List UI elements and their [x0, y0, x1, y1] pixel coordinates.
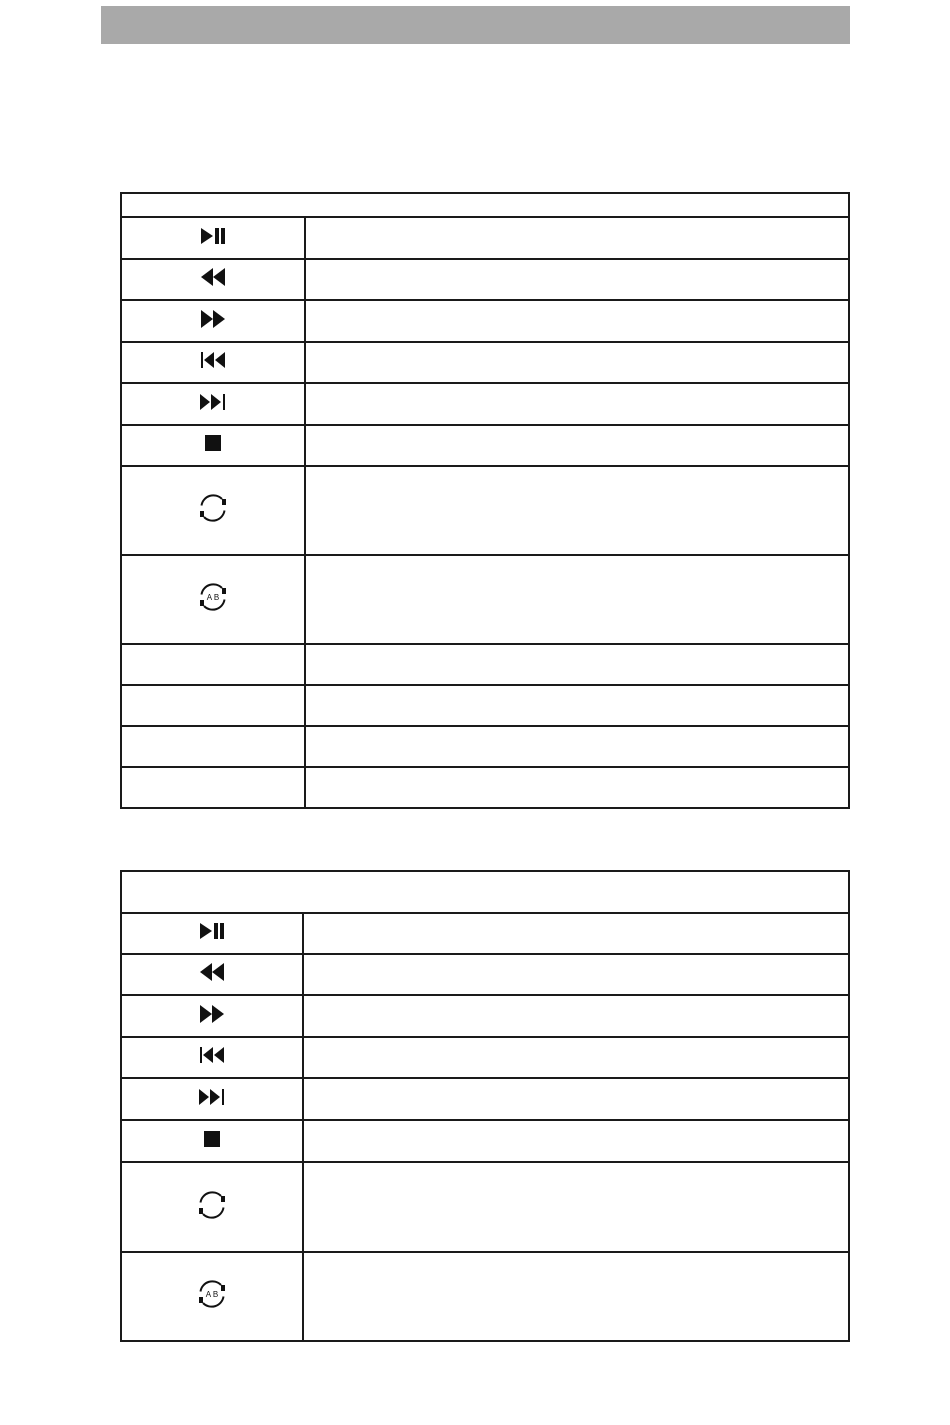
- table-row: [121, 259, 849, 300]
- controls-table-2: [120, 870, 850, 1342]
- row-description: [305, 726, 849, 767]
- play-pause-icon: [198, 922, 226, 940]
- stop-icon: [205, 435, 221, 451]
- row-description: [303, 913, 849, 954]
- table-row: [121, 1078, 849, 1120]
- row-description: [303, 1252, 849, 1341]
- row-description: [305, 555, 849, 644]
- row-description: [305, 767, 849, 808]
- table-row: [121, 300, 849, 342]
- table-row: [121, 767, 849, 808]
- previous-track-icon: [200, 351, 226, 369]
- row-description: [305, 217, 849, 259]
- row-description: [303, 995, 849, 1037]
- repeat-ab-icon: [195, 1277, 229, 1311]
- next-track-icon: [199, 393, 227, 411]
- row-description: [305, 383, 849, 425]
- row-label: [121, 685, 305, 726]
- repeat-icon: [195, 1188, 229, 1222]
- row-description: [305, 342, 849, 383]
- row-label: [121, 644, 305, 685]
- table-row: [121, 685, 849, 726]
- repeat-icon: [196, 491, 230, 525]
- rewind-icon: [199, 267, 227, 287]
- table-row: [121, 1120, 849, 1162]
- row-description: [305, 259, 849, 300]
- table-row: [121, 383, 849, 425]
- table-row: [121, 726, 849, 767]
- table-row: [121, 342, 849, 383]
- table-2-title: [121, 871, 849, 913]
- row-description: [303, 954, 849, 995]
- row-description: [303, 1078, 849, 1120]
- table-row: [121, 466, 849, 555]
- row-label: [121, 767, 305, 808]
- controls-table-1: [120, 192, 850, 809]
- repeat-ab-icon: [196, 580, 230, 614]
- header-bar: [101, 6, 850, 44]
- row-description: [305, 685, 849, 726]
- rewind-icon: [198, 962, 226, 982]
- repeat-ab-label: A B: [205, 1290, 219, 1299]
- repeat-ab-label: A B: [206, 593, 220, 602]
- stop-icon: [204, 1131, 220, 1147]
- table-row: [121, 425, 849, 466]
- row-description: [303, 1120, 849, 1162]
- row-description: [305, 644, 849, 685]
- next-track-icon: [198, 1088, 226, 1106]
- fast-forward-icon: [199, 309, 227, 329]
- play-pause-icon: [199, 227, 227, 245]
- row-description: [305, 466, 849, 555]
- row-label: [121, 726, 305, 767]
- table-row: [121, 913, 849, 954]
- table-row: [121, 555, 849, 644]
- table-row: [121, 1252, 849, 1341]
- row-description: [303, 1162, 849, 1252]
- table-row: [121, 1037, 849, 1078]
- table-row: [121, 217, 849, 259]
- row-description: [305, 425, 849, 466]
- table-row: [121, 644, 849, 685]
- table-row: [121, 1162, 849, 1252]
- table-row: [121, 954, 849, 995]
- table-1-title: [121, 193, 849, 217]
- row-description: [303, 1037, 849, 1078]
- row-description: [305, 300, 849, 342]
- previous-track-icon: [199, 1046, 225, 1064]
- table-row: [121, 995, 849, 1037]
- fast-forward-icon: [198, 1004, 226, 1024]
